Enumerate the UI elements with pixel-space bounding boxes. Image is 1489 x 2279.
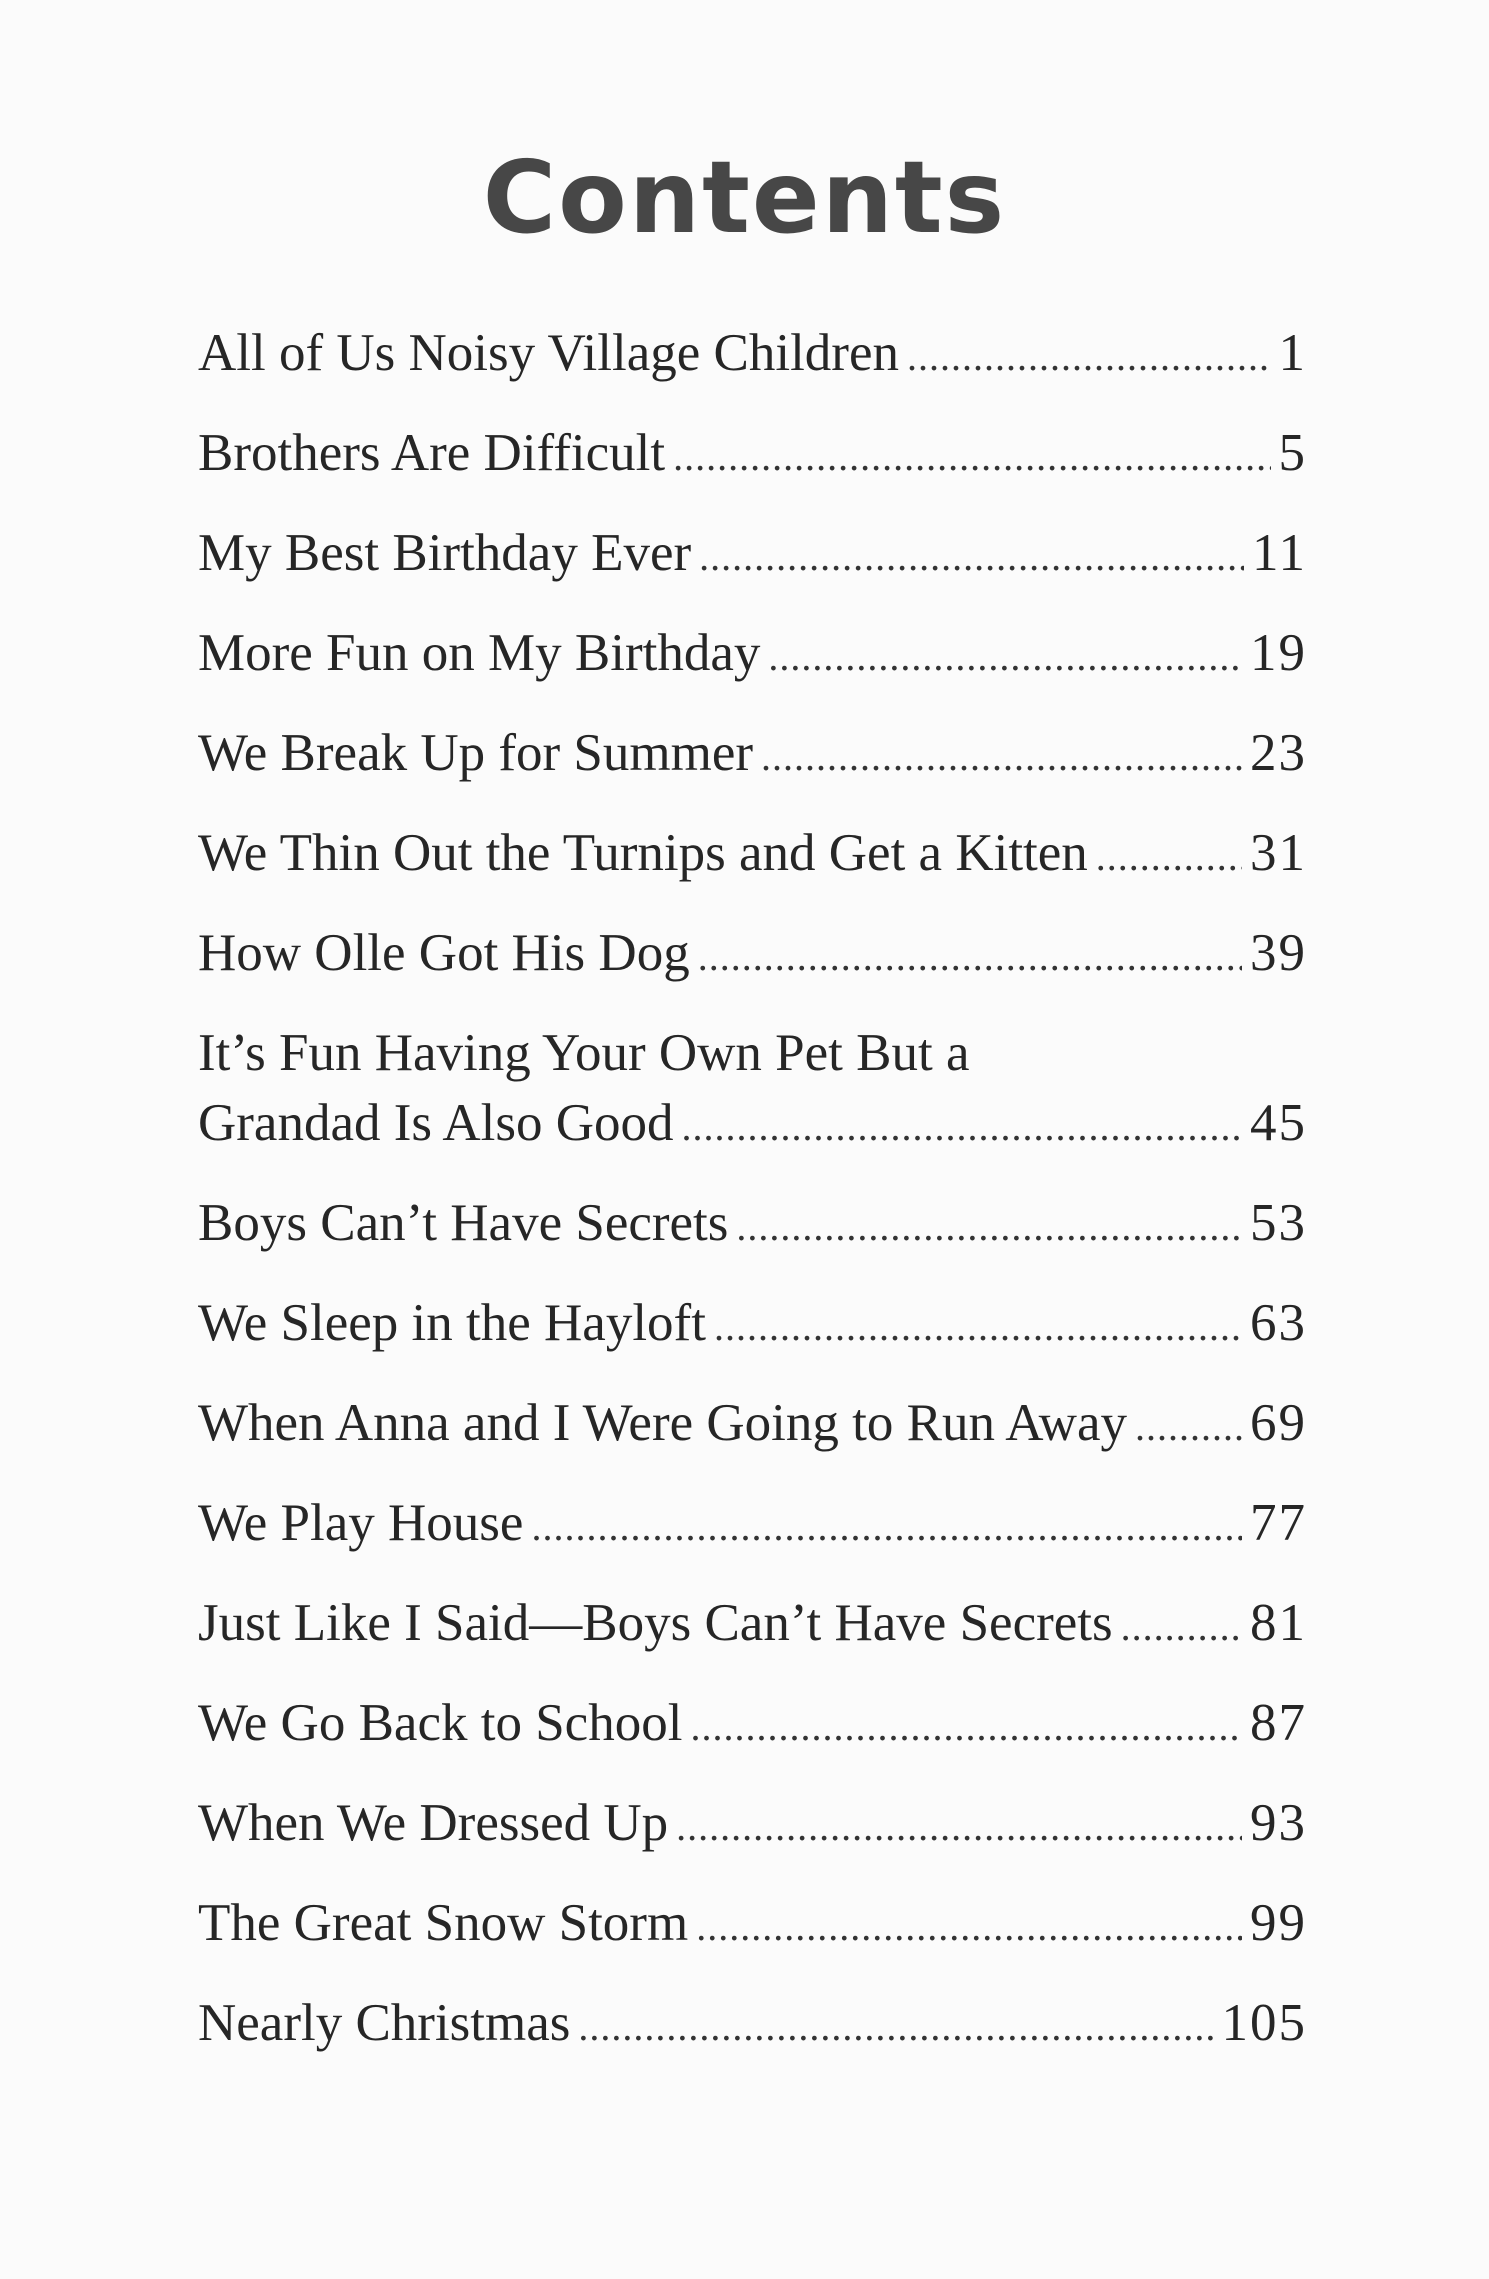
entry-title-line2: Grandad Is Also Good xyxy=(198,1094,674,1152)
dot-leader xyxy=(578,1992,1213,2062)
dot-leader xyxy=(714,1292,1242,1362)
page-number: 99 xyxy=(1250,1894,1307,1952)
entry-title: My Best Birthday Ever xyxy=(198,524,692,582)
page-number: 105 xyxy=(1221,1994,1307,2052)
toc-entry[interactable] xyxy=(198,418,1307,488)
dot-leader xyxy=(1096,822,1242,892)
dot-leader xyxy=(1135,1392,1242,1462)
dot-leader xyxy=(673,422,1270,492)
toc-entry[interactable] xyxy=(198,1288,1307,1358)
entry-title: Just Like I Said—Boys Can’t Have Secrets xyxy=(198,1594,1113,1652)
page-number: 31 xyxy=(1250,824,1307,882)
toc-entry[interactable] xyxy=(198,1888,1307,1958)
entry-title: Nearly Christmas xyxy=(198,1994,571,2052)
dot-leader xyxy=(696,1892,1242,1962)
page-number: 1 xyxy=(1278,324,1307,382)
entry-title: The Great Snow Storm xyxy=(198,1894,689,1952)
toc-entry[interactable] xyxy=(198,618,1307,688)
table-of-contents xyxy=(198,318,1307,2088)
page-number: 69 xyxy=(1250,1394,1307,1452)
toc-entry[interactable] xyxy=(198,918,1307,988)
dot-leader xyxy=(736,1192,1242,1262)
toc-entry[interactable] xyxy=(198,1988,1307,2058)
page-number: 81 xyxy=(1250,1594,1307,1652)
entry-title: We Go Back to School xyxy=(198,1694,683,1752)
toc-entry[interactable] xyxy=(198,1688,1307,1758)
entry-title: We Sleep in the Hayloft xyxy=(198,1294,706,1352)
page-number: 23 xyxy=(1250,724,1307,782)
toc-entry[interactable] xyxy=(198,1588,1307,1658)
toc-entry[interactable] xyxy=(198,318,1307,388)
dot-leader xyxy=(676,1792,1242,1862)
entry-title-line1: It’s Fun Having Your Own Pet But a xyxy=(198,1024,970,1082)
entry-title: Brothers Are Difficult xyxy=(198,424,666,482)
page-number: 87 xyxy=(1250,1694,1307,1752)
toc-entry[interactable] xyxy=(198,718,1307,788)
toc-entry[interactable] xyxy=(198,1388,1307,1458)
entry-title: When Anna and I Were Going to Run Away xyxy=(198,1394,1127,1452)
toc-entry[interactable] xyxy=(198,818,1307,888)
toc-entry[interactable] xyxy=(198,1188,1307,1258)
dot-leader xyxy=(699,522,1244,592)
page-number: 19 xyxy=(1250,624,1307,682)
entry-title: We Break Up for Summer xyxy=(198,724,754,782)
page-number: 39 xyxy=(1250,924,1307,982)
entry-title: Boys Can’t Have Secrets xyxy=(198,1194,729,1252)
page-number: 5 xyxy=(1278,424,1307,482)
dot-leader xyxy=(698,922,1242,992)
entry-title-line2-row xyxy=(198,1088,1307,1158)
page-number: 63 xyxy=(1250,1294,1307,1352)
page-number: 77 xyxy=(1250,1494,1307,1552)
dot-leader xyxy=(531,1492,1242,1562)
page-number: 45 xyxy=(1250,1094,1307,1152)
entry-title: How Olle Got His Dog xyxy=(198,924,690,982)
dot-leader xyxy=(681,1092,1242,1162)
dot-leader xyxy=(907,322,1271,392)
dot-leader xyxy=(768,622,1242,692)
page-number: 93 xyxy=(1250,1794,1307,1852)
entry-title: More Fun on My Birthday xyxy=(198,624,761,682)
entry-title: All of Us Noisy Village Children xyxy=(198,324,899,382)
entry-title: We Thin Out the Turnips and Get a Kitten xyxy=(198,824,1088,882)
toc-entry[interactable] xyxy=(198,1018,1307,1158)
toc-entry[interactable] xyxy=(198,1788,1307,1858)
page-title: Contents xyxy=(482,139,1007,256)
toc-entry[interactable] xyxy=(198,1488,1307,1558)
dot-leader xyxy=(1121,1592,1242,1662)
toc-entry[interactable] xyxy=(198,518,1307,588)
page-number: 11 xyxy=(1251,524,1307,582)
entry-title: We Play House xyxy=(198,1494,524,1552)
entry-title: When We Dressed Up xyxy=(198,1794,669,1852)
dot-leader xyxy=(761,722,1242,792)
page-number: 53 xyxy=(1250,1194,1307,1252)
dot-leader xyxy=(690,1692,1242,1762)
